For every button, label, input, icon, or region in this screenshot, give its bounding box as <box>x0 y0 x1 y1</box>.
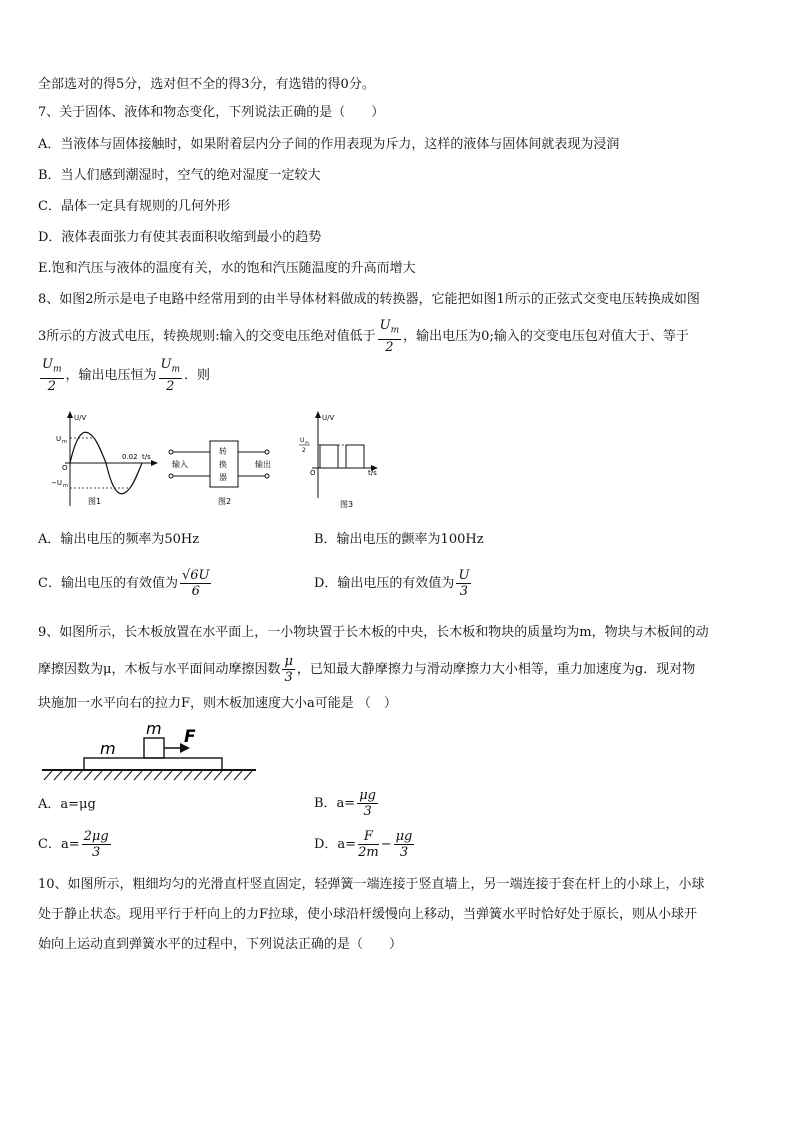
svg-text:U: U <box>56 435 62 443</box>
q8-text: ．则 <box>184 367 211 383</box>
q10-stem-line1: 10、如图所示，粗细均匀的光滑直杆竖直固定，轻弹簧一端连接于竖直墙上，另一端连接于套在杆上的小球上，小球 <box>38 877 705 892</box>
q8-option-c: C．输出电压的有效值为 $\frac{√6U}{6}$ <box>38 568 210 599</box>
q7-option-c: C．晶体一定具有规则的几何外形 <box>38 199 230 214</box>
q8-option-a: A．输出电压的频率为50Hz <box>38 532 200 547</box>
q8-option-b: B．输出电压的颤率为100Hz <box>314 532 484 547</box>
svg-text:−U: −U <box>51 479 62 487</box>
q9-option-c: C．a= $\frac{2\mu g}{3}$ <box>38 829 109 860</box>
svg-text:O: O <box>62 464 68 472</box>
svg-text:U: U <box>300 437 305 444</box>
q9-stem-line1: 9、如图所示，长木板放置在水平面上，一小物块置于长木板的中央，长木板和物块的质量均为m，物块与木板间的动 <box>38 625 709 640</box>
svg-text:0.02: 0.02 <box>122 453 138 461</box>
q8-fraction: $\frac{U_m}{2}$ <box>160 357 181 394</box>
q9-figure <box>38 720 263 782</box>
q9-stem-line2: 摩擦因数为μ，木板与水平面间动摩擦因数 $\frac{\mu}{3}$ ，已知最大静摩擦力与滑动摩擦力大小相等，重力加速度为g．现对物 <box>38 654 696 685</box>
svg-text:转: 转 <box>219 447 227 456</box>
svg-text:换: 换 <box>219 460 227 469</box>
svg-text:输出: 输出 <box>255 460 271 469</box>
q10-stem-line3: 始向上运动直到弹簧水平的过程中，下列说法正确的是（ ） <box>38 937 403 952</box>
q9-option-b: B．a= $\frac{\mu g}{3}$ <box>314 788 376 819</box>
q8-text: 3所示的方波式电压，转换规则:输入的交变电压绝对值低于 <box>38 328 376 344</box>
instruction-text: 全部选对的得5分，选对但不全的得3分，有选错的得0分。 <box>38 77 375 92</box>
figure-3-square-wave <box>299 411 378 509</box>
svg-text:m: m <box>63 483 68 489</box>
q8-stem-line2 <box>38 318 689 355</box>
q9-option-d: D．a= $\frac{F}{2m}$ − $\frac{\mu g}{3}$ <box>314 829 413 860</box>
q8-stem-line3 <box>38 357 210 394</box>
q10-stem-line2: 处于静止状态。现用平行于杆向上的力F拉球，使小球沿杆缓慢向上移动，当弹簧水平时恰好处于原长，则从小球开 <box>38 907 698 922</box>
svg-text:m: m <box>146 720 162 738</box>
q8-option-d: D．输出电压的有效值为 $\frac{U}{3}$ <box>314 568 470 599</box>
svg-text:图3: 图3 <box>340 500 354 509</box>
svg-text:t/s: t/s <box>368 469 377 477</box>
q7-option-a: A．当液体与固体接触时，如果附着层内分子间的作用表现为斥力，这样的液体与固体间就表现为浸润 <box>38 137 620 152</box>
svg-text:2: 2 <box>302 447 306 454</box>
svg-text:输入: 输入 <box>172 460 188 469</box>
q8-figures <box>50 408 380 514</box>
figure-1-sine-wave <box>51 411 158 506</box>
q7-option-d: D．液体表面张力有使其表面积收缩到最小的趋势 <box>38 230 322 245</box>
svg-text:器: 器 <box>219 473 227 482</box>
svg-text:U/V: U/V <box>74 414 87 422</box>
q7-option-e: E.饱和汽压与液体的温度有关，水的饱和汽压随温度的升高而增大 <box>38 261 416 276</box>
q8-fraction: $\frac{U_m}{2}$ <box>42 357 62 394</box>
svg-text:t/s: t/s <box>142 453 151 461</box>
svg-text:O: O <box>310 469 316 477</box>
q8-stem-line1: 8、如图2所示是电子电路中经常用到的由半导体材料做成的转换器，它能把如图1所示的正弦式交变电压转换成如图 <box>38 292 700 307</box>
q8-text: ，输出电压恒为 <box>65 367 157 383</box>
q8-text: ，输出电压为0;输入的交变电压包对值大于、等于 <box>403 328 689 344</box>
svg-text:m: m <box>305 440 309 445</box>
svg-text:F: F <box>184 727 196 747</box>
q9-stem-line3: 块施加一水平向右的拉力F，则木板加速度大小a可能是 （ ） <box>38 696 397 711</box>
figure-2-converter <box>169 441 271 506</box>
q7-option-b: B．当人们感到潮湿时，空气的绝对湿度一定较大 <box>38 168 321 183</box>
svg-text:U/V: U/V <box>322 414 335 422</box>
svg-text:m: m <box>62 439 67 445</box>
svg-text:图1: 图1 <box>88 497 102 506</box>
q8-fraction: $\frac{U_m}{2}$ <box>379 318 400 355</box>
q7-stem: 7、关于固体、液体和物态变化，下列说法正确的是（ ） <box>38 105 385 120</box>
q9-option-a: A．a=μg <box>38 797 96 812</box>
svg-text:m: m <box>100 739 116 758</box>
svg-text:图2: 图2 <box>218 497 232 506</box>
